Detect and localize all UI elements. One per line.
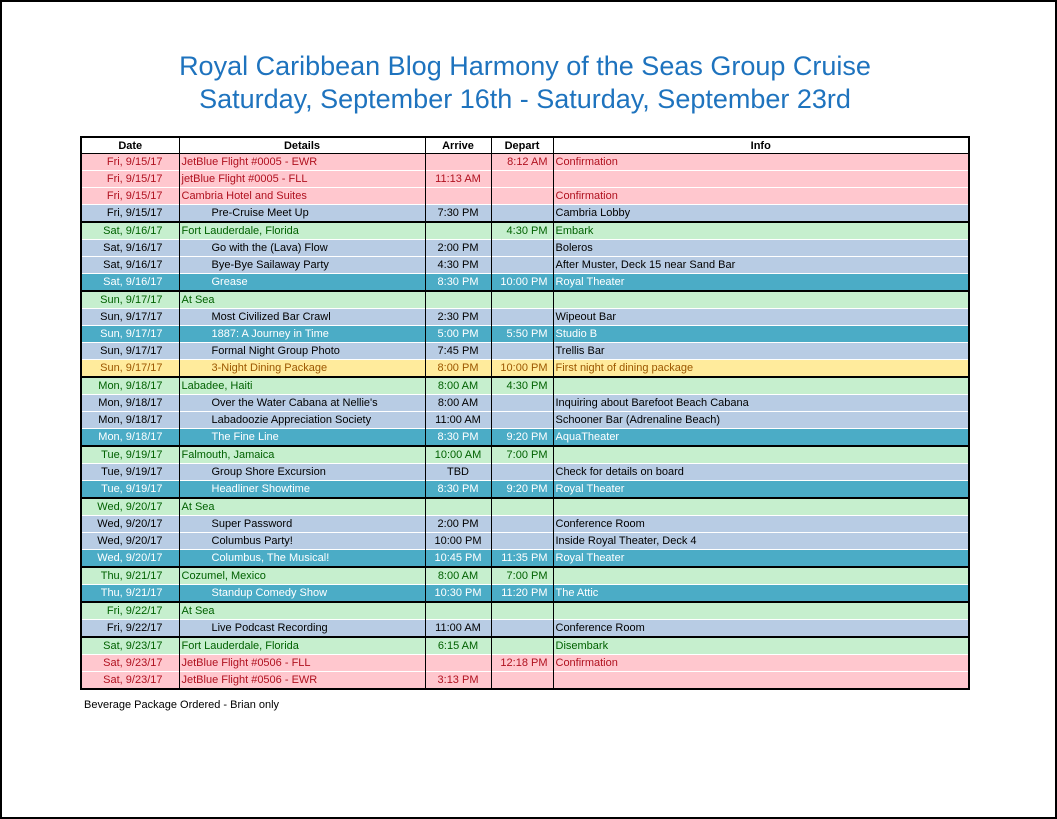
cell-arrive: 8:00 PM [425,360,491,378]
table-row [81,516,969,533]
table-row [81,429,969,447]
cell-info: Boleros [553,240,969,257]
cell-details: Over the Water Cabana at Nellie's [179,395,425,412]
cell-details: Labadee, Haiti [179,377,425,395]
cell-arrive: 6:15 AM [425,637,491,655]
header-depart: Depart [491,137,553,154]
cell-arrive: 10:00 AM [425,446,491,464]
cell-details: Fort Lauderdale, Florida [179,637,425,655]
table-row [81,446,969,464]
cell-date: Sun, 9/17/17 [81,343,179,360]
cell-depart [491,309,553,326]
cell-arrive: 7:30 PM [425,205,491,223]
table-row [81,637,969,655]
header-date: Date [81,137,179,154]
cell-depart: 7:00 PM [491,567,553,585]
cell-depart [491,257,553,274]
cell-arrive: 10:45 PM [425,550,491,568]
cell-date: Mon, 9/18/17 [81,412,179,429]
cell-info: Cambria Lobby [553,205,969,223]
cell-info [553,498,969,516]
cell-depart: 8:12 AM [491,154,553,171]
cell-date: Fri, 9/15/17 [81,171,179,188]
cell-date: Tue, 9/19/17 [81,464,179,481]
cell-depart [491,516,553,533]
cell-depart [491,533,553,550]
cell-depart: 9:20 PM [491,481,553,499]
cell-depart [491,602,553,620]
cell-info: AquaTheater [553,429,969,447]
cell-depart: 11:20 PM [491,585,553,603]
cell-arrive: 8:30 PM [425,429,491,447]
cell-info [553,377,969,395]
cell-depart: 5:50 PM [491,326,553,343]
cell-date: Wed, 9/20/17 [81,550,179,568]
cell-details: JetBlue Flight #0506 - EWR [179,672,425,690]
cell-date: Wed, 9/20/17 [81,498,179,516]
cell-details: 1887: A Journey in Time [179,326,425,343]
cell-arrive [425,655,491,672]
cell-details: Falmouth, Jamaica [179,446,425,464]
table-row [81,481,969,499]
cell-depart: 4:30 PM [491,377,553,395]
cell-info: Confirmation [553,188,969,205]
cell-info: Inside Royal Theater, Deck 4 [553,533,969,550]
table-row [81,533,969,550]
header-arrive: Arrive [425,137,491,154]
cell-info: Embark [553,222,969,240]
cell-depart [491,395,553,412]
table-row [81,464,969,481]
cell-details: At Sea [179,602,425,620]
cell-info: Disembark [553,637,969,655]
cell-arrive: 7:45 PM [425,343,491,360]
cell-date: Wed, 9/20/17 [81,516,179,533]
cell-info: After Muster, Deck 15 near Sand Bar [553,257,969,274]
cell-info [553,446,969,464]
cell-date: Tue, 9/19/17 [81,481,179,499]
cell-details: JetBlue Flight #0005 - EWR [179,154,425,171]
table-row [81,585,969,603]
cell-info: The Attic [553,585,969,603]
cell-date: Wed, 9/20/17 [81,533,179,550]
table-row [81,154,969,171]
cell-depart [491,205,553,223]
table-row [81,343,969,360]
cell-details: Live Podcast Recording [179,620,425,638]
cell-depart: 10:00 PM [491,274,553,292]
cell-depart [491,412,553,429]
table-row [81,257,969,274]
cell-date: Thu, 9/21/17 [81,585,179,603]
cell-date: Tue, 9/19/17 [81,446,179,464]
table-row [81,360,969,378]
cell-details: Go with the (Lava) Flow [179,240,425,257]
cell-details: The Fine Line [179,429,425,447]
cell-details: Standup Comedy Show [179,585,425,603]
table-row [81,171,969,188]
cell-info [553,602,969,620]
cell-date: Sat, 9/16/17 [81,240,179,257]
cell-info [553,291,969,309]
cell-arrive [425,154,491,171]
cell-date: Fri, 9/22/17 [81,620,179,638]
cell-date: Sat, 9/23/17 [81,637,179,655]
table-row [81,309,969,326]
cell-details: jetBlue Flight #0005 - FLL [179,171,425,188]
cell-depart [491,637,553,655]
cell-arrive: 2:00 PM [425,240,491,257]
table-row [81,240,969,257]
cell-details: Formal Night Group Photo [179,343,425,360]
cell-depart: 10:00 PM [491,360,553,378]
cell-depart [491,672,553,690]
cell-date: Fri, 9/15/17 [81,154,179,171]
cell-arrive: 5:00 PM [425,326,491,343]
cell-date: Sun, 9/17/17 [81,326,179,343]
table-row [81,620,969,638]
table-row [81,222,969,240]
cell-details: 3-Night Dining Package [179,360,425,378]
cell-depart [491,620,553,638]
cell-info: First night of dining package [553,360,969,378]
cell-details: Group Shore Excursion [179,464,425,481]
cell-info: Trellis Bar [553,343,969,360]
table-row [81,377,969,395]
cell-arrive: 11:00 AM [425,412,491,429]
table-row [81,188,969,205]
cell-details: Columbus, The Musical! [179,550,425,568]
cell-arrive: 8:30 PM [425,274,491,292]
cell-date: Mon, 9/18/17 [81,395,179,412]
cell-arrive: 8:30 PM [425,481,491,499]
cell-arrive: 8:00 AM [425,567,491,585]
cell-details: Super Password [179,516,425,533]
cell-details: Cozumel, Mexico [179,567,425,585]
cell-arrive: 3:13 PM [425,672,491,690]
table-row [81,655,969,672]
table-row [81,395,969,412]
page-title: Royal Caribbean Blog Harmony of the Seas Group Cruise [179,51,871,81]
cell-info: Inquiring about Barefoot Beach Cabana [553,395,969,412]
cell-info: Check for details on board [553,464,969,481]
table-row [81,672,969,690]
cell-date: Sat, 9/23/17 [81,655,179,672]
cell-info: Royal Theater [553,481,969,499]
cell-info: Schooner Bar (Adrenaline Beach) [553,412,969,429]
cell-date: Sun, 9/17/17 [81,291,179,309]
cell-details: Grease [179,274,425,292]
cell-arrive: 8:00 AM [425,377,491,395]
cell-details: Pre-Cruise Meet Up [179,205,425,223]
cell-details: JetBlue Flight #0506 - FLL [179,655,425,672]
table-row [81,326,969,343]
cell-date: Fri, 9/22/17 [81,602,179,620]
cell-date: Sat, 9/16/17 [81,274,179,292]
page-subtitle: Saturday, September 16th - Saturday, September 23rd [199,84,851,114]
table-row [81,205,969,223]
cell-arrive [425,602,491,620]
cell-depart: 4:30 PM [491,222,553,240]
title-block [0,50,1050,116]
cell-date: Thu, 9/21/17 [81,567,179,585]
cell-info: Royal Theater [553,550,969,568]
cell-info: Confirmation [553,655,969,672]
header-details: Details [179,137,425,154]
cell-date: Sun, 9/17/17 [81,309,179,326]
cell-date: Sat, 9/23/17 [81,672,179,690]
cell-arrive [425,291,491,309]
table-row [81,550,969,568]
cell-details: Labadoozie Appreciation Society [179,412,425,429]
cell-depart: 7:00 PM [491,446,553,464]
table-row [81,498,969,516]
cell-arrive: TBD [425,464,491,481]
table-row [81,274,969,292]
schedule-body [81,154,969,690]
header-row [81,137,969,154]
cell-details: At Sea [179,498,425,516]
header-info: Info [553,137,969,154]
cell-arrive: 11:00 AM [425,620,491,638]
cell-details: At Sea [179,291,425,309]
cell-depart: 11:35 PM [491,550,553,568]
cell-details: Headliner Showtime [179,481,425,499]
cell-info: Studio B [553,326,969,343]
cell-details: Cambria Hotel and Suites [179,188,425,205]
cell-arrive: 11:13 AM [425,171,491,188]
cell-info [553,171,969,188]
cell-info [553,672,969,690]
cell-depart: 12:18 PM [491,655,553,672]
table-row [81,291,969,309]
cell-info: Wipeout Bar [553,309,969,326]
cell-depart [491,171,553,188]
cell-date: Sat, 9/16/17 [81,222,179,240]
cell-date: Fri, 9/15/17 [81,205,179,223]
cell-arrive: 10:00 PM [425,533,491,550]
cell-depart [491,464,553,481]
cell-depart [491,291,553,309]
cell-date: Mon, 9/18/17 [81,429,179,447]
cell-arrive: 2:00 PM [425,516,491,533]
cell-details: Most Civilized Bar Crawl [179,309,425,326]
cell-details: Bye-Bye Sailaway Party [179,257,425,274]
cell-info: Conference Room [553,620,969,638]
cell-date: Fri, 9/15/17 [81,188,179,205]
cell-date: Sat, 9/16/17 [81,257,179,274]
cell-arrive: 4:30 PM [425,257,491,274]
cell-arrive: 8:00 AM [425,395,491,412]
cell-date: Sun, 9/17/17 [81,360,179,378]
cell-arrive: 2:30 PM [425,309,491,326]
footnote: Beverage Package Ordered - Brian only [84,699,280,711]
cell-depart [491,498,553,516]
cell-info: Conference Room [553,516,969,533]
schedule-table [80,136,970,690]
cell-info: Confirmation [553,154,969,171]
cell-depart [491,188,553,205]
table-row [81,412,969,429]
cell-date: Mon, 9/18/17 [81,377,179,395]
cell-depart [491,240,553,257]
table-row [81,567,969,585]
cell-details: Fort Lauderdale, Florida [179,222,425,240]
cell-arrive [425,222,491,240]
cell-info [553,567,969,585]
cell-arrive [425,188,491,205]
cell-details: Columbus Party! [179,533,425,550]
cell-arrive [425,498,491,516]
cell-depart [491,343,553,360]
cell-depart: 9:20 PM [491,429,553,447]
cell-arrive: 10:30 PM [425,585,491,603]
table-row [81,602,969,620]
cell-info: Royal Theater [553,274,969,292]
